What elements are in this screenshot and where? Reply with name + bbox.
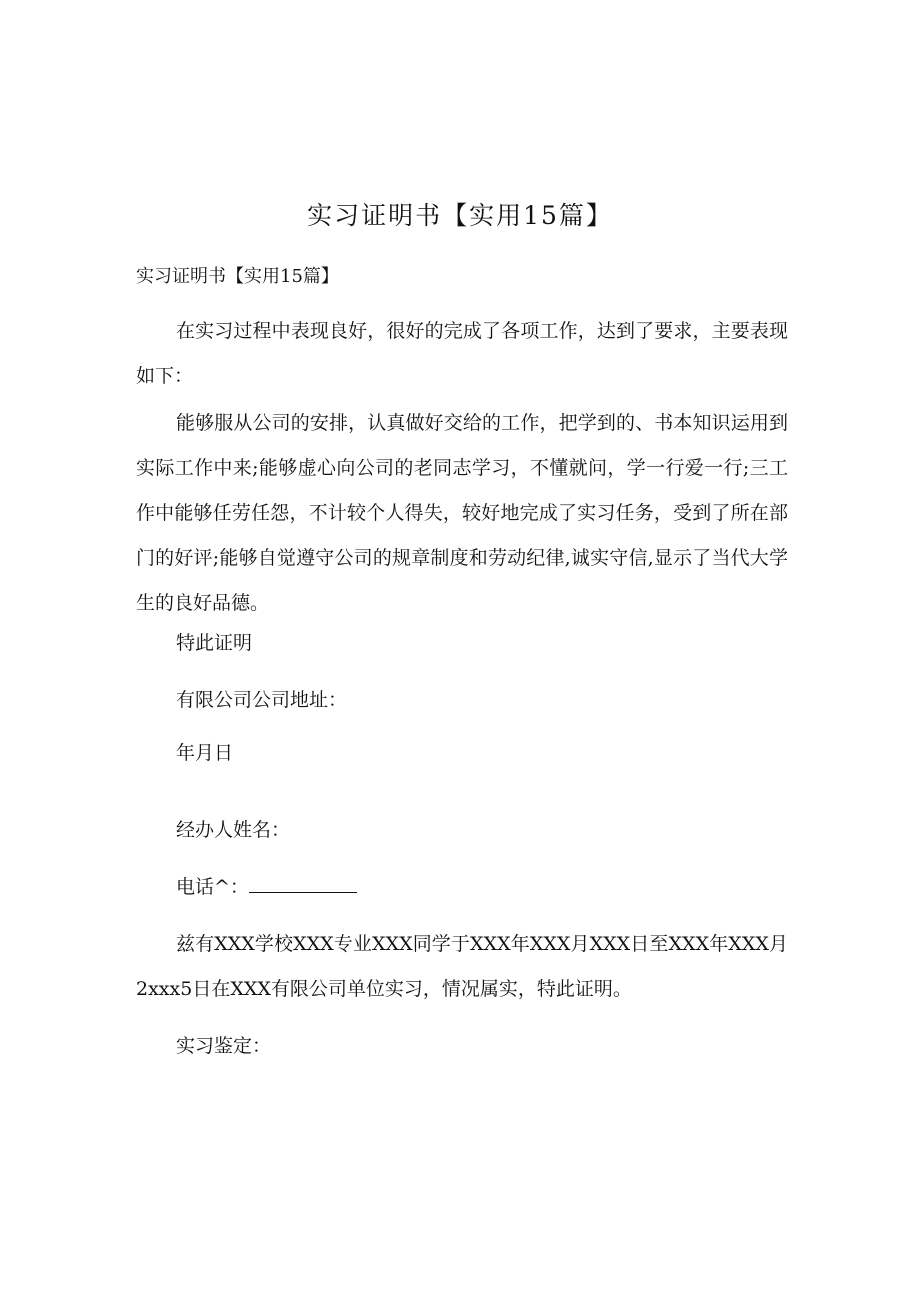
document-title: 实习证明书【实用15篇】 <box>307 201 613 230</box>
date-line: 年月日 <box>176 742 234 764</box>
document-subtitle: 实习证明书【实用15篇】 <box>136 266 339 287</box>
phone-line <box>176 872 357 902</box>
phone-label: 电话^： <box>176 876 249 898</box>
certify-line: 特此证明 <box>176 632 253 654</box>
intro-paragraph: 在实习过程中表现良好，很好的完成了各项工作，达到了要求，主要表现如下： <box>136 320 788 387</box>
statement-paragraph: 兹有XXX学校XXX专业XXX同学于XXX年XXX月XXX日至XXX年XXX月2xxx5日在XXX有限公司单位实习，情况属实，特此证明。 <box>136 933 788 1000</box>
handler-name-line: 经办人姓名： <box>176 819 291 841</box>
appraisal-line: 实习鉴定： <box>176 1035 272 1057</box>
phone-blank <box>249 874 357 893</box>
company-address-line: 有限公司公司地址： <box>176 689 348 711</box>
performance-paragraph: 能够服从公司的安排，认真做好交给的工作，把学到的、书本知识运用到实际工作中来;能够虚心向公司的老同志学习，不懂就问，学一行爱一行;三工作中能够任劳任怨，不计较个人得失，较好地完成了实习任务，受到了所在部门的好评;能够自觉遵守公司的规章制度和劳动纪律,诚实守信,显示了当代大学生的良好品德。 <box>136 412 788 614</box>
